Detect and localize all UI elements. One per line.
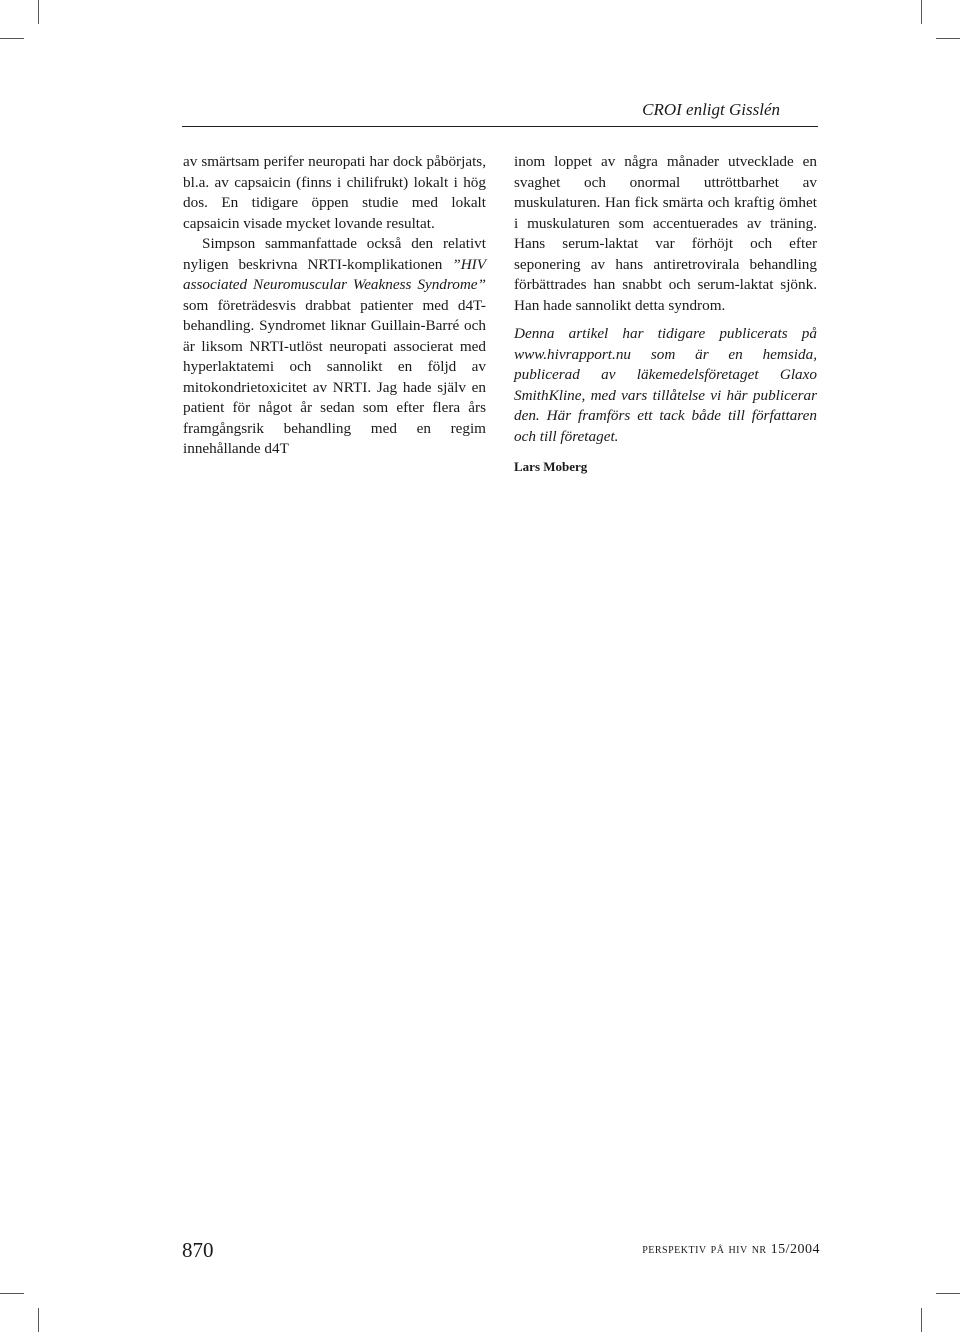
author-name: Lars Moberg [514, 459, 588, 474]
syndrome-name: ”HIV associated Neuromuscular Weakness Syndrome” [183, 255, 487, 293]
crop-mark [0, 1293, 24, 1294]
header-rule [182, 126, 818, 127]
crop-mark [921, 0, 922, 24]
page-number: 870 [182, 1238, 214, 1262]
publication-note: Denna artikel har tidigare publicerats på www.hivrapport.nu som är en hemsida, publicerad av läkemedelsföretaget Glaxo SmithKline, med vars tillåtelse vi här publicerar den. Här framförs ett tack både till författaren och till företaget. [514, 325, 817, 445]
paragraph-text: Simpson sammanfattade också den relativt nyligen beskrivna NRTI-komplikationen [183, 235, 486, 273]
crop-mark [936, 1293, 960, 1294]
paragraph: av smärtsam perifer neuropati har dock påbörjats, bl.a. av capsaicin (finns i chilifrukt) lokalt i hög dos. En tidigare öppen studie med lokalt capsaicin visade mycket lovande resultat. [183, 153, 486, 232]
right-column [514, 152, 817, 478]
paragraph [183, 234, 486, 460]
crop-mark [38, 1308, 39, 1332]
running-head: CROI enligt Gisslén [642, 100, 780, 119]
journal-footer: perspektiv på hiv nr 15/2004 [642, 1242, 820, 1257]
left-column [183, 152, 486, 460]
paragraph: inom loppet av några månader utvecklade en svaghet och onormal uttröttbarhet av muskulaturen. Han fick smärta och kraftig ömhet i muskulaturen som accentuerades av träning. Hans serum-laktat var förhöjt och efter seponering av hans antiretrovirala behandling förbättrades han snabbt och serum-laktat sjönk. Han hade sannolikt detta syndrom. [514, 153, 817, 314]
crop-mark [921, 1308, 922, 1332]
crop-mark [936, 38, 960, 39]
crop-mark [38, 0, 39, 24]
paragraph-text: som företrädesvis drabbat patienter med d4T-behandling. Syndromet liknar Guillain-Barré och är liksom NRTI-utlöst neuropati associerat med hyperlaktatemi och sannolikt en följd av mitokondrietoxicitet av NRTI. Jag hade själv en patient för något år sedan som efter flera års framgångsrik behandling med en regim innehållande d4T [183, 296, 486, 457]
crop-mark [0, 38, 24, 39]
